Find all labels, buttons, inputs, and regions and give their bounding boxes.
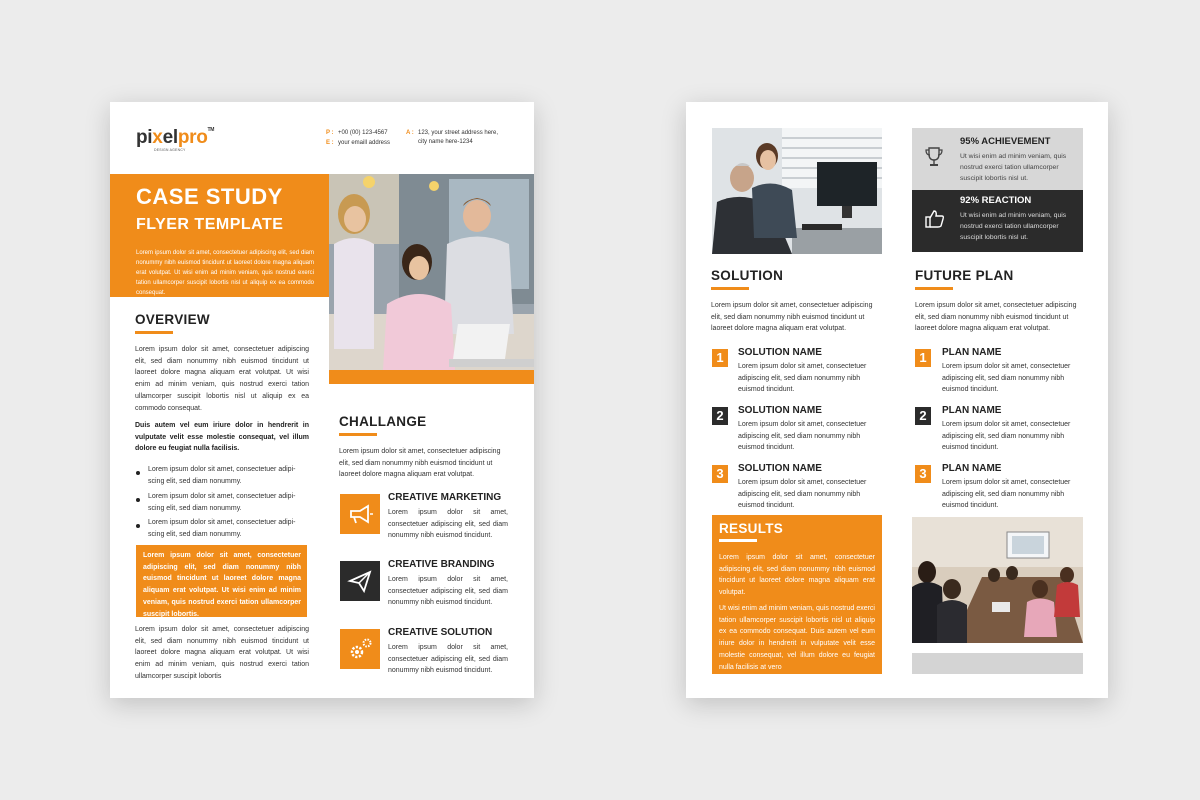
number-badge: 3	[915, 465, 931, 483]
solution-item-text: Lorem ipsum dolor sit amet, consectetuer adipiscing elit, sed diam nonummy nibh euismod tincidunt.	[738, 421, 867, 452]
solution-item-title: SOLUTION NAME	[738, 347, 822, 358]
challange-heading: CHALLANGE	[339, 414, 427, 429]
overview-paragraph-2: Duis autem vel eum iriure dolor in hendrerit in vulputate velit esse molestie consequat, vel illum dolore eu feugiat nulla facilisis.	[135, 422, 309, 453]
address-label: A :	[406, 130, 414, 136]
reaction-title: 92% REACTION	[960, 195, 1032, 206]
gears-icon	[340, 629, 380, 669]
number-badge: 1	[915, 349, 931, 367]
challange-text: Lorem ipsum dolor sit amet, consectetuer adipiscing elit, sed diam nonummy nibh euismod tincidunt ut laoreet dolore magna aliquam erat volutpat.	[339, 448, 501, 479]
solution-item-text: Lorem ipsum dolor sit amet, consectetuer adipiscing elit, sed diam nonummy nibh euismod tincidunt.	[738, 479, 867, 510]
team-photo	[329, 174, 534, 384]
number-badge: 3	[712, 465, 728, 483]
phone-value: +00 (00) 123-4567	[338, 130, 388, 136]
list-item: Lorem ipsum dolor sit amet, consectetuer adipi- scing elit, sed diam nonummy.	[148, 519, 296, 538]
plan-item-text: Lorem ipsum dolor sit amet, consectetuer adipiscing elit, sed diam nonummy nibh euismod tincidunt.	[942, 479, 1071, 510]
address-line-1: 123, your street address here,	[418, 130, 499, 136]
photo-accent-band	[329, 370, 534, 384]
meeting-photo	[912, 517, 1083, 643]
bullet-icon	[135, 497, 142, 504]
number-badge: 2	[915, 407, 931, 425]
list-item: Lorem ipsum dolor sit amet, consectetuer adipi- scing elit, sed diam nonummy.	[148, 493, 296, 512]
email-label: E :	[326, 140, 334, 146]
overview-paragraph-1: Lorem ipsum dolor sit amet, consectetuer adipiscing elit, sed diam nonummy nibh euismod tincidunt ut laoreet dolore magna aliquam erat volutpat. Ut wisi enim ad minim veniam, quis nostrud exerci tation ullamcorper suscipit lobortis nisl ut aliquip ex ea commodo consequat.	[135, 346, 309, 412]
flyer-title: CASE STUDY	[136, 184, 283, 209]
banner-text: Lorem ipsum dolor sit amet, consectetuer adipiscing elit, sed diam nonummy nibh euismod tincidunt ut laoreet dolore magna aliquam erat volutpat. Ut wisi enim ad minim veniam, quis nostrud exerci tation ullamcorper suscipit lobortis nisl ut aliquip ex ea commodo consequat.	[136, 250, 314, 296]
solution-item-title: SOLUTION NAME	[738, 463, 822, 474]
results-paragraph-2: Ut wisi enim ad minim veniam, quis nostrud exerci tation ullamcorper suscipit lobortis nisl ut aliquip ex ea commodo consequat. Duis autem vel eum iriure dolor in hendrerit in vulputate velit esse molestie consequat, vel illum dolore eu feugiat nulla facilisis at vero	[719, 605, 875, 671]
challange-item-title: CREATIVE SOLUTION	[388, 627, 493, 638]
achievement-title: 95% ACHIEVEMENT	[960, 136, 1051, 147]
overview-heading-underline	[135, 331, 173, 334]
plan-item-title: PLAN NAME	[942, 347, 1002, 358]
flyer-back-page	[686, 102, 1108, 698]
challange-heading-underline	[339, 433, 377, 436]
plan-item-title: PLAN NAME	[942, 463, 1002, 474]
overview-heading: OVERVIEW	[135, 312, 210, 327]
footer-grey-bar	[912, 653, 1083, 674]
plan-item-text: Lorem ipsum dolor sit amet, consectetuer adipiscing elit, sed diam nonummy nibh euismod tincidunt.	[942, 363, 1071, 394]
thumbs-up-icon	[924, 208, 946, 230]
results-heading-underline	[719, 539, 757, 542]
results-paragraph-1: Lorem ipsum dolor sit amet, consectetuer adipiscing elit, sed diam nonummy nibh euismod tincidunt ut laoreet dolore magna aliquam erat volutpat.	[719, 554, 875, 597]
challange-item-text: Lorem ipsum dolor sit amet, consectetuer adipiscing elit, sed diam nonummy nibh euismod tincidunt.	[388, 644, 508, 675]
solution-heading-underline	[711, 287, 749, 290]
trophy-icon	[924, 146, 944, 168]
plan-item-title: PLAN NAME	[942, 405, 1002, 416]
challange-item-text: Lorem ipsum dolor sit amet, consectetuer adipiscing elit, sed diam nonummy nibh euismod tincidunt.	[388, 576, 508, 607]
future-plan-heading-underline	[915, 287, 953, 290]
challange-item-title: CREATIVE BRANDING	[388, 559, 495, 570]
solution-item-title: SOLUTION NAME	[738, 405, 822, 416]
logo-tagline: DESIGN AGENCY	[154, 148, 186, 152]
plan-item-text: Lorem ipsum dolor sit amet, consectetuer adipiscing elit, sed diam nonummy nibh euismod tincidunt.	[942, 421, 1071, 452]
challange-item-title: CREATIVE MARKETING	[388, 492, 502, 503]
phone-label: P :	[326, 130, 334, 136]
bullet-icon	[135, 470, 142, 477]
solution-text: Lorem ipsum dolor sit amet, consectetuer adipiscing elit, sed diam nonummy nibh euismod tincidunt ut laoreet dolore magna aliquam erat volutpat.	[711, 302, 873, 333]
results-heading: RESULTS	[719, 521, 784, 536]
future-plan-text: Lorem ipsum dolor sit amet, consectetuer adipiscing elit, sed diam nonummy nibh euismod tincidunt ut laoreet dolore magna aliquam erat volutpat.	[915, 302, 1077, 333]
megaphone-icon	[340, 494, 380, 534]
office-photo	[712, 128, 882, 254]
reaction-text: Ut wisi enim ad minim veniam, quis nostrud exerci tation ullamcorper suscipit lobortis nisl ut.	[960, 212, 1067, 241]
future-plan-heading: FUTURE PLAN	[915, 268, 1014, 283]
address-line-2: city name here-1234	[418, 139, 473, 145]
achievement-text: Ut wisi enim ad minim veniam, quis nostrud exerci tation ullamcorper suscipit lobortis nisl ut.	[960, 153, 1067, 182]
overview-paragraph-3: Lorem ipsum dolor sit amet, consectetuer adipiscing elit, sed diam nonummy nibh euismod tincidunt ut laoreet dolore magna aliquam erat volutpat. Ut wisi enim ad minim veniam, quis nostrud exerci tation ullamcorper suscipit lobortis	[135, 626, 309, 680]
solution-heading: SOLUTION	[711, 268, 784, 283]
number-badge: 2	[712, 407, 728, 425]
email-value: your emaill address	[338, 140, 391, 146]
bullet-icon	[135, 523, 142, 530]
logo: pixelpro™	[136, 127, 215, 148]
solution-item-text: Lorem ipsum dolor sit amet, consectetuer adipiscing elit, sed diam nonummy nibh euismod tincidunt.	[738, 363, 867, 394]
flyer-subtitle: FLYER TEMPLATE	[136, 216, 284, 233]
challange-item-text: Lorem ipsum dolor sit amet, consectetuer adipiscing elit, sed diam nonummy nibh euismod tincidunt.	[388, 509, 508, 540]
paper-plane-icon	[340, 561, 380, 601]
highlight-text: Lorem ipsum dolor sit amet, consectetuer adipiscing elit, sed diam nonummy nibh euismod tincidunt ut laoreet dolore magna aliquam erat volutpat. Ut wisi enim ad minim veniam, quis nostrud exerci tation ullamcorper suscipit lobortis.	[143, 552, 301, 618]
number-badge: 1	[712, 349, 728, 367]
list-item: Lorem ipsum dolor sit amet, consectetuer adipi- scing elit, sed diam nonummy.	[148, 466, 296, 485]
flyer-front-page	[110, 102, 534, 698]
